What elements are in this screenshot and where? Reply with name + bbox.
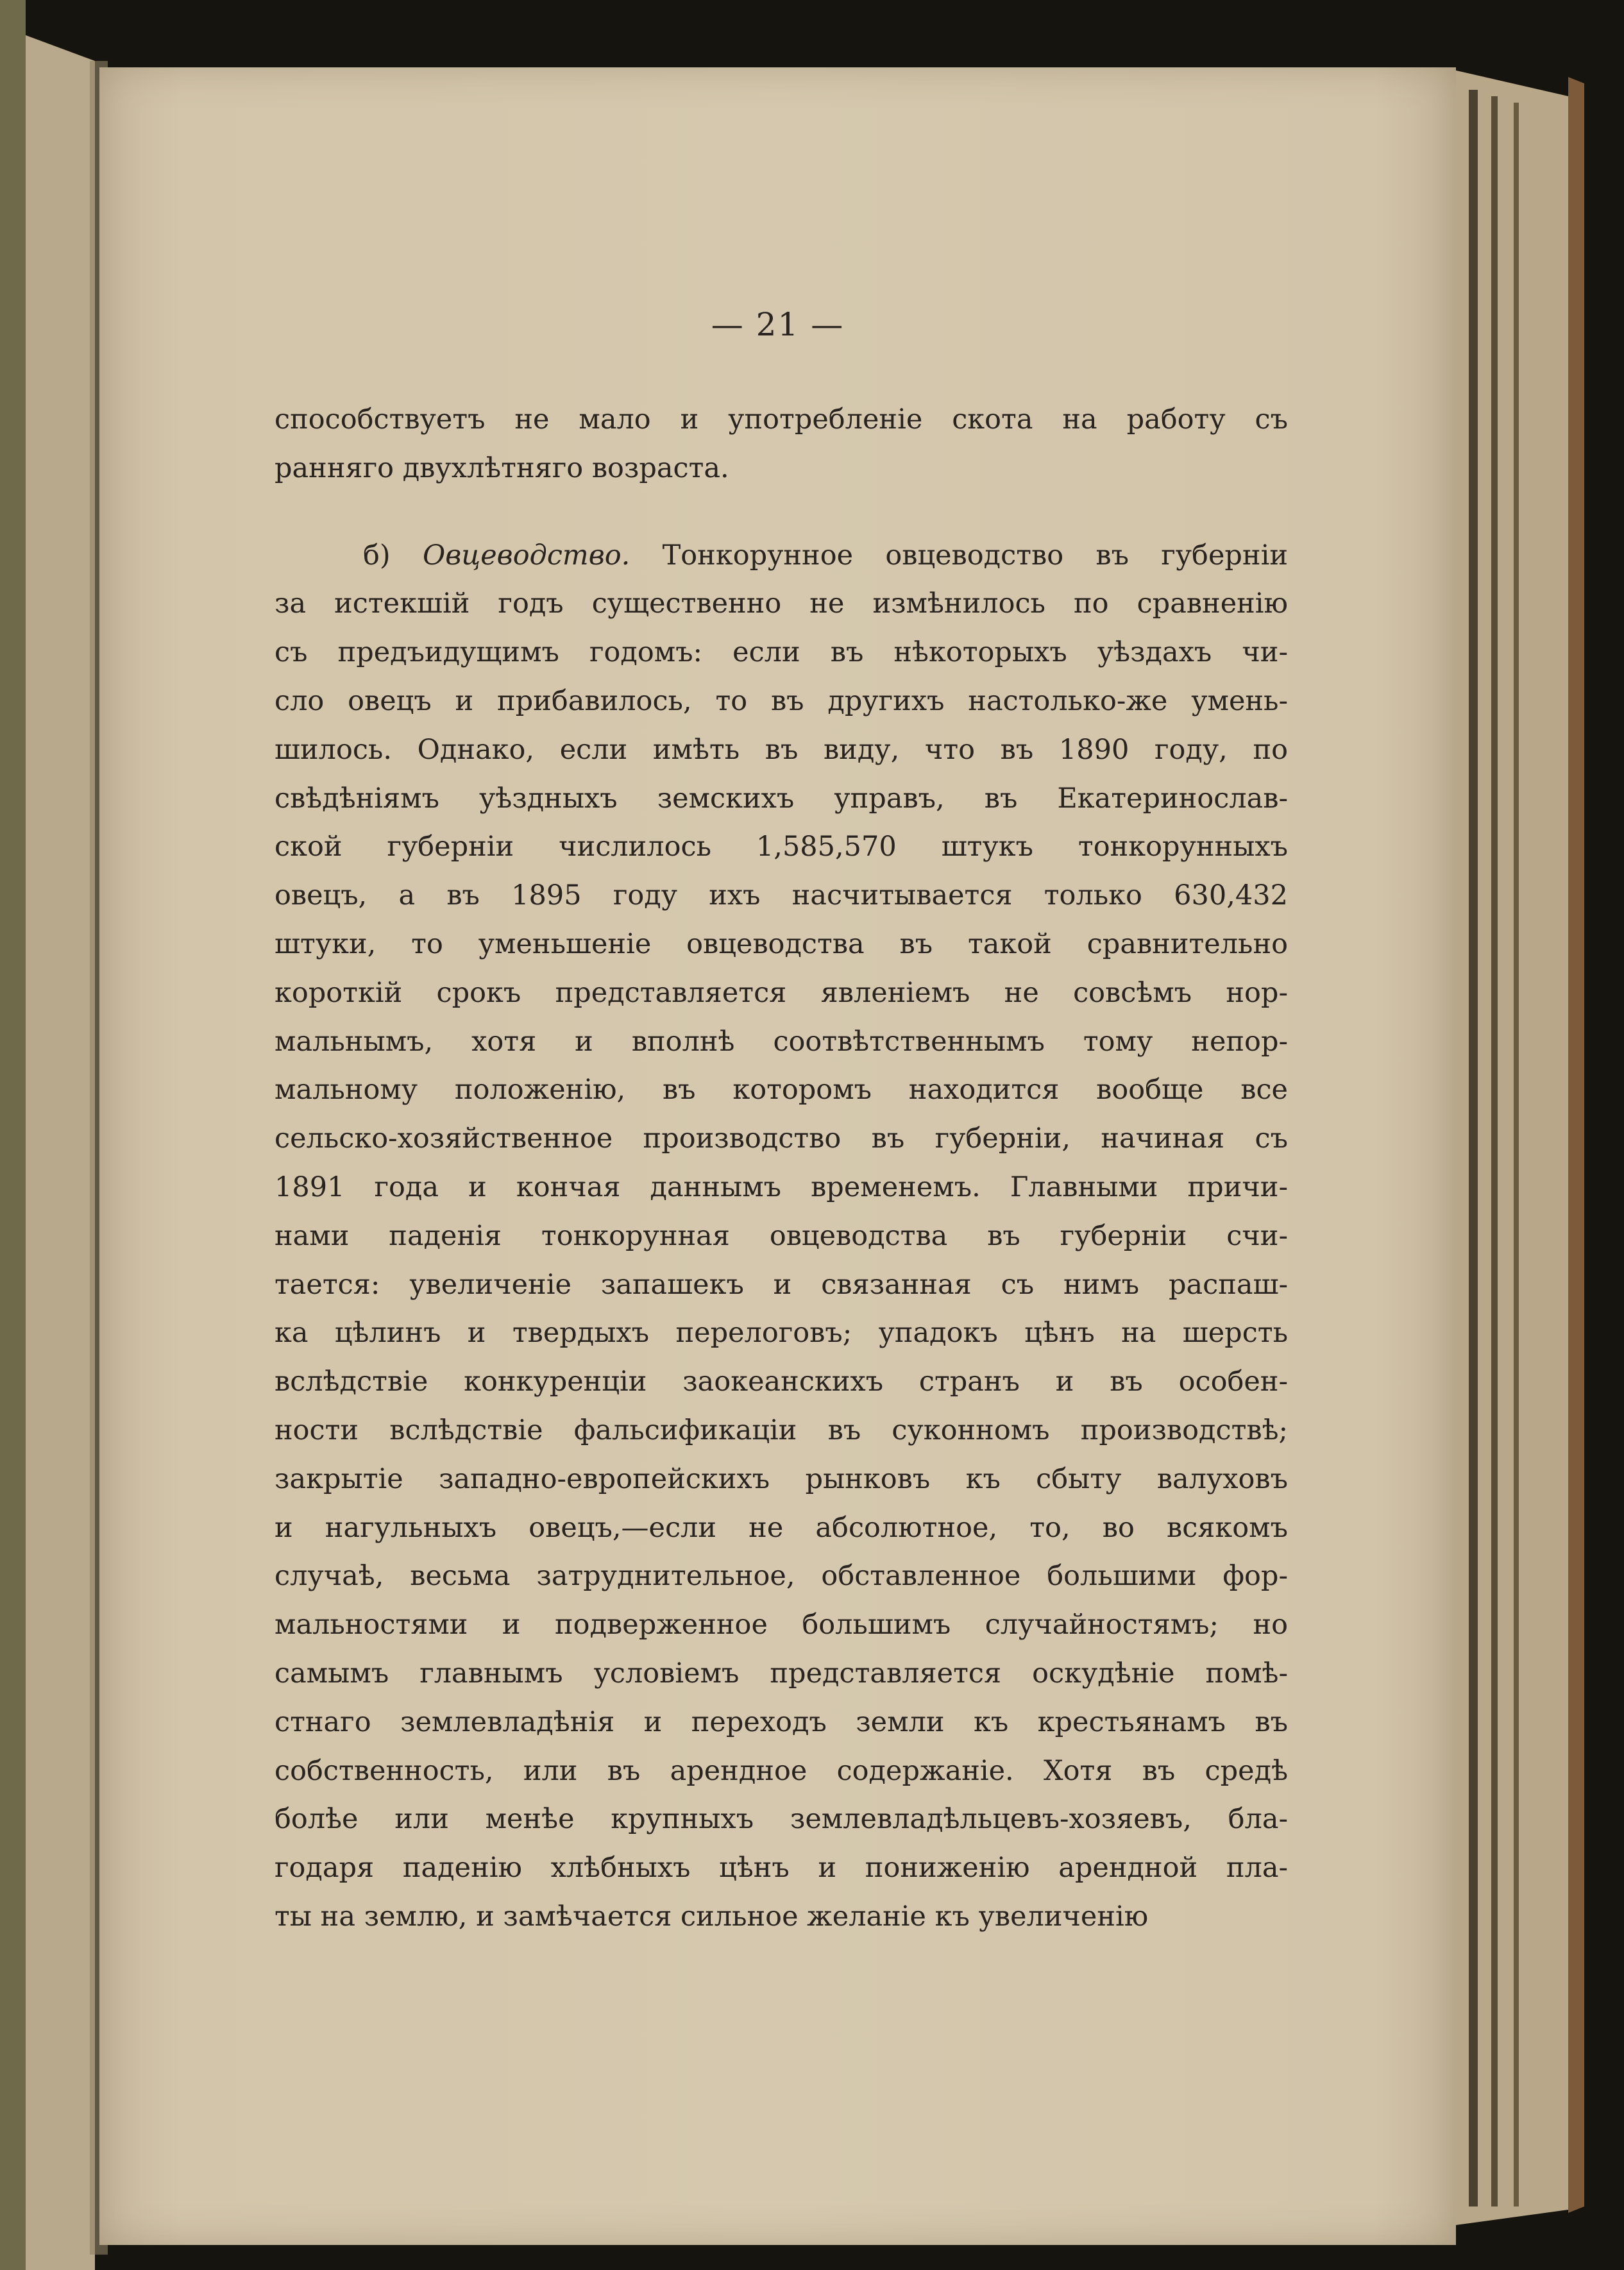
text-line: мальностями и подверженное большимъ случайностямъ; но [275,1609,1288,1641]
text-block [275,396,1288,1942]
left-binding-cloth [0,0,26,2270]
text-line: за истекшій годъ существенно не измѣнилось по сравненію [275,588,1288,620]
page-stack-shadow [1491,96,1498,2206]
text-line: тается: увеличеніе запашекъ и связанная съ нимъ распаш- [275,1268,1288,1301]
text-line: нами паденія тонкорунная овцеводства въ губерніи счи- [275,1219,1288,1252]
paragraph-2 [275,532,1288,1942]
section-heading: Овцеводство. [422,539,630,572]
text-line: сельско-хозяйственное производство въ губерніи, начиная съ [275,1122,1288,1155]
text-line: вслѣдствіе конкуренціи заокеанскихъ странъ и въ особен- [275,1366,1288,1398]
text-line: ты на землю, и замѣчается сильное желаніе къ увеличенію [275,1900,1149,1933]
text-line: штуки, то уменьшеніе овцеводства въ такой сравнительно [275,927,1288,960]
section-prefix: б) [363,539,423,572]
text-line: самымъ главнымъ условіемъ представляется оскудѣніе помѣ- [275,1657,1288,1690]
text-line: 1891 года и кончая даннымъ временемъ. Главными причи- [275,1171,1288,1203]
text-line: стнаго землевладѣнія и переходъ земли къ крестьянамъ въ [275,1706,1288,1738]
text-line: ка цѣлинъ и твердыхъ перелоговъ; упадокъ цѣнъ на шерсть [275,1317,1288,1350]
right-page-stack [1451,69,1568,2226]
text-line: ности вслѣдствіе фальсификаціи въ суконномъ производствѣ; [275,1414,1288,1446]
text-line: шилось. Однако, если имѣть въ виду, что въ 1890 году, по [275,733,1288,766]
text-line: ской губерніи числилось 1,585,570 штукъ тонкорунныхъ [275,831,1288,863]
text-line: случаѣ, весьма затруднительное, обставленное большими фор- [275,1560,1288,1593]
text-line: сло овецъ и прибавилось, то въ другихъ настолько-же умень- [275,684,1288,717]
text-line: овецъ, а въ 1895 году ихъ насчитывается только 630,432 [275,879,1288,912]
text-line: ранняго двухлѣтняго возраста. [275,452,729,484]
text-line: съ предъидущимъ годомъ: если въ нѣкоторыхъ уѣздахъ чи- [275,636,1288,669]
book-page [99,67,1456,2245]
first-line-text: Тонкорунное овцеводство въ губерніи [630,539,1288,572]
text-line: способствуетъ не мало и употребленіе скота на работу съ [275,403,1288,436]
text-line: мальному положенію, въ которомъ находится вообще все [275,1074,1288,1106]
text-line: болѣе или менѣе крупныхъ землевладѣльцевъ-хозяевъ, бла- [275,1803,1288,1836]
page-stack-shadow [1514,103,1519,2206]
page-stack-shadow [1469,90,1478,2206]
page-number: — 21 — [711,306,845,343]
text-line: собственность, или въ арендное содержаніе. Хотя въ средѣ [275,1754,1288,1787]
text-line: короткій срокъ представляется явленіемъ не совсѣмъ нор- [275,976,1288,1009]
paragraph-first-line [275,532,1288,580]
book-cover-edge [1568,77,1584,2213]
text-line: закрытіе западно-европейскихъ рынковъ къ сбыту валуховъ [275,1462,1288,1495]
text-line: мальнымъ, хотя и вполнѣ соотвѣтственнымъ тому непор- [275,1025,1288,1058]
paragraph-1 [275,396,1288,493]
paragraph-gap [275,493,1288,532]
text-line: годаря паденію хлѣбныхъ цѣнъ и пониженію арендной пла- [275,1852,1288,1885]
text-line: свѣдѣніямъ уѣздныхъ земскихъ управъ, въ Екатеринослав- [275,782,1288,815]
text-line: и нагульныхъ овецъ,—если не абсолютное, то, во всякомъ [275,1511,1288,1544]
